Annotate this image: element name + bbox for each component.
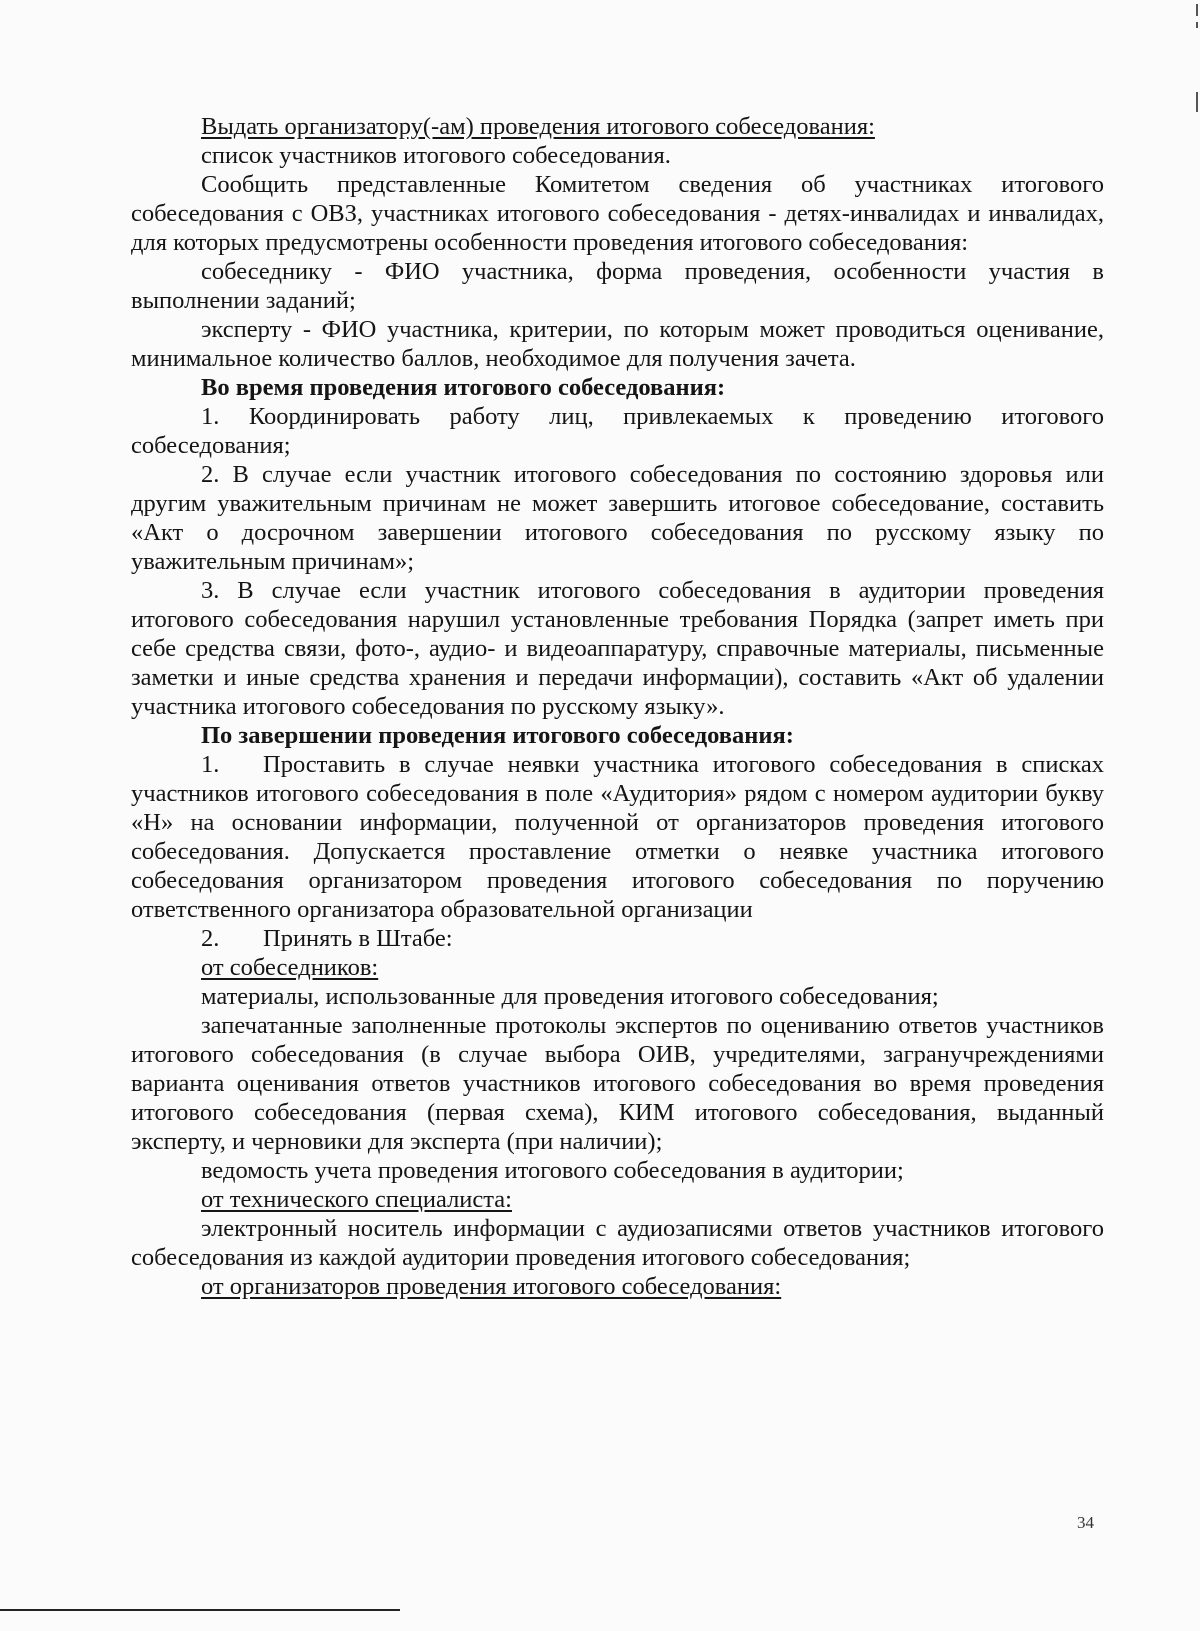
paragraph-report-ovz-info: Сообщить представленные Комитетом сведения об участниках итогового собеседования с ОВЗ, участниках итогового собеседования - детях-инвалидах и инвалидах, для которых предусмотрены особенности проведения итогового собеседования: — [131, 171, 1104, 256]
scan-artifact-line — [0, 1609, 400, 1611]
paragraph-accept-at-hq: 2. Принять в Штабе: — [201, 925, 453, 952]
paragraph-sealed-protocols: запечатанные заполненные протоколы экспертов по оцениванию ответов участников итогового собеседования (в случае выбора ОИВ, учредителями, загранучреждениями варианта оценивания ответов участников итогового собеседования во время проведения итогового собеседования (первая схема), КИМ итогового собеседования, выданный эксперту, и черновики для эксперта (при наличии); — [131, 1012, 1104, 1155]
section-heading-after: По завершении проведения итогового собеседования: — [201, 722, 794, 749]
paragraph-accounting-sheet: ведомость учета проведения итогового собеседования в аудитории; — [201, 1157, 904, 1184]
paragraph-interlocutor-info: собеседнику - ФИО участника, форма проведения, особенности участия в выполнении заданий; — [131, 258, 1104, 314]
paragraph-absence-mark: 1. Проставить в случае неявки участника итогового собеседования в списках участников итогового собеседования в поле «Аудитория» рядом с номером аудитории букву «Н» на основании информации, полученной от организаторов проведения итогового собеседования. Допускается проставление отметки о неявке участника итогового собеседования организатором проведения итогового собеседования по поручению ответственного организатора образовательной организации — [131, 751, 1104, 923]
item-number: 1. — [201, 751, 220, 778]
paragraph-used-materials: материалы, использованные для проведения итогового собеседования; — [201, 983, 939, 1010]
scan-artifact-mark — [1196, 4, 1198, 16]
paragraph-early-completion-act: 2. В случае если участник итогового собеседования по состоянию здоровья или другим уважительным причинам не может завершить итоговое собеседование, составить «Акт о досрочном завершении итогового собеседования по русскому языку по уважительным причинам»; — [131, 461, 1104, 575]
subheading-from-interlocutors: от собеседников: — [201, 954, 379, 981]
item-number: 2. — [201, 925, 220, 952]
scan-artifact-mark — [1196, 92, 1198, 112]
paragraph-coordinate-work: 1. Координировать работу лиц, привлекаемых к проведению итогового собеседования; — [131, 403, 1104, 459]
scan-artifact-mark — [1196, 22, 1198, 28]
section-heading-during: Во время проведения итогового собеседования: — [201, 374, 726, 401]
subheading-from-tech-specialist: от технического специалиста: — [201, 1186, 512, 1213]
document-body — [131, 112, 1104, 1301]
paragraph-expert-info: эксперту - ФИО участника, критерии, по которым может проводиться оценивание, минимальное количество баллов, необходимое для получения зачета. — [131, 316, 1104, 372]
paragraph-participant-list: список участников итогового собеседования. — [201, 142, 671, 169]
paragraph-removal-act: 3. В случае если участник итогового собеседования в аудитории проведения итогового собеседования нарушил установленные требования Порядка (запрет иметь при себе средства связи, фото-, аудио- и видеоаппаратуру, справочные материалы, письменные заметки и иные средства хранения и передачи информации), составить «Акт об удалении участника итогового собеседования по русскому языку». — [131, 577, 1104, 720]
paragraph-hand-over-to-organizers: Выдать организатору(-ам) проведения итогового собеседования: — [201, 113, 875, 140]
paragraph-electronic-media: электронный носитель информации с аудиозаписями ответов участников итогового собеседования из каждой аудитории проведения итогового собеседования; — [131, 1215, 1104, 1271]
page-number: 34 — [1077, 1513, 1094, 1532]
subheading-from-organizers: от организаторов проведения итогового собеседования: — [201, 1273, 782, 1300]
